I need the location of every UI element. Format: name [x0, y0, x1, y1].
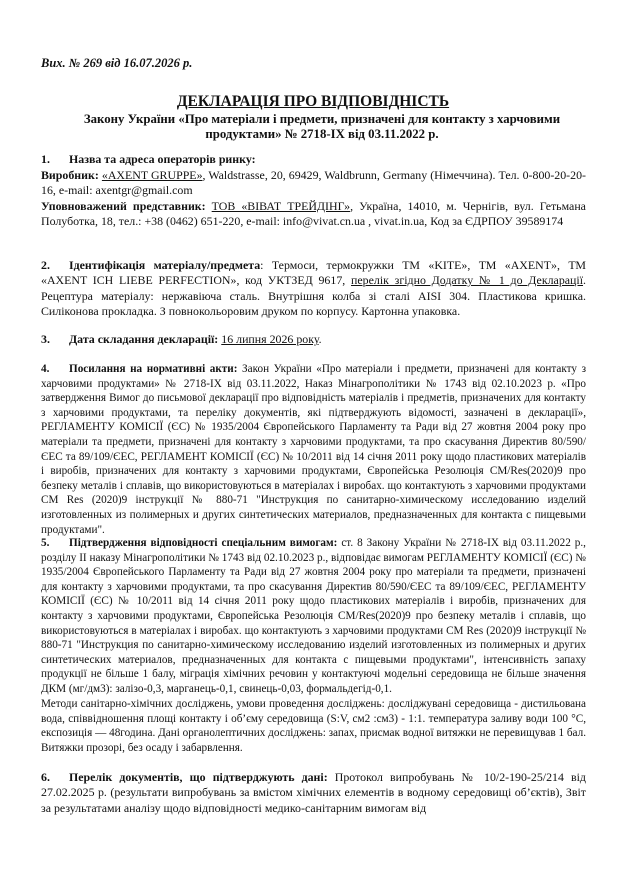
section-2: 2. Ідентифікація матеріалу/предмета: Термоси, термокружки ТМ «KITE», ТМ «AXENT», ТМ «AXENT ICH LIEBE PERFECTION», код УКТЗЕД 9617, перелік згідно Додатку № 1 до Декларації. Рецептура матеріалу: нержавіюча сталь. Внутрішня колба зі сталі AISI 304. Пластикова кришка. Силіконова прокладка. З повнокольоровим друком по корпусу. Картонна упаковка.: [41, 258, 587, 319]
outgoing-reference: Вих. № 269 від 16.07.2026 р.: [41, 56, 193, 70]
section-5-methods: Методи санітарно-хімічних досліджень, умови проведення досліджень: досліджувані середовища - дистильована вода, співвідношення площі контакту і об’єму середовища (S:V, см2 :см3) - 1:1. температура заливу води 100 °С, експозиція — 48година. Дані органолептичних досліджень: запах, присмак водної витяжки не перевищував 1 бал. Витяжки прозорі, без осаду і забарвлення.: [41, 698, 586, 754]
document-title: ДЕКЛАРАЦІЯ ПРО ВІДПОВІДНІСТЬ: [176, 93, 450, 110]
section-1-manufacturer: Виробник: «AXENT GRUPPE», Waldstrasse, 20, 69429, Waldbrunn, Germany (Німеччина). Тел. 0-800-20-20-16, e-mail: axentgr@gmail.com: [41, 168, 586, 198]
representative-name: ТОВ «ВІВАТ ТРЕЙДІНГ»: [211, 199, 351, 213]
document-subtitle: Закону України «Про матеріали і предмети, призначені для контакту з харчовими продуктами» № 2718-IX від 03.11.2022 р.: [83, 112, 561, 141]
section-6: 6. Перелік документів, що підтверджують дані: Протокол випробувань № 10/2-190-25/214 від 27.02.2025 р. (результати випробувань за вмістом хімічних елементів в водному середовищі об’єктів), Звіт за результатами аналізу щодо відповідності медико-санітарним вимогам від: [41, 770, 586, 815]
manufacturer-name: «AXENT GRUPPE»: [101, 168, 203, 182]
appendix-link[interactable]: перелік згідно Додатку № 1 до Декларації: [351, 273, 584, 288]
section-1-heading: 1. Назва та адреса операторів ринку:: [41, 152, 256, 166]
section-4: 4. Посилання на нормативні акти: Закон України «Про матеріали і предмети, призначені для контакту з харчовими продуктами» № 2718-IX від 03.11.2022, Наказ Мінагрополітики № 1743 від 02.10.2023 р. «Про затвердження Вимог до письмової декларації про відповідність матеріалів і предметів, призначених для контакту з харчовими продуктами, та переліку документів, які підтверджують відомості, зазначені в декларації», РЕГЛАМЕНТУ КОМІСІЇ (ЄС) № 1935/2004 Європейського Парламенту та Ради від 27 жовтня 2004 року про матеріали та предмети, призначені для контакту з харчовими продуктами, та про скасування Директив 80/590/ЄЕС та 89/109/ЄЕС, РЕГЛАМЕНТ КОМІСІЇ (ЄС) № 10/2011 від 14 січня 2011 року щодо пластикових матеріалів і виробів, призначених для контакту з харчовими продуктами, Європейська Резолюція CM/Res(2020)9 про безпеку металів і сплавів, що використовуються в матеріалах і виробах. що контактують з харчовими продуктами CM Res (2020)9 інструкції № 880-71 "Инструкция по санитарно-химическому исследованию изделий изготовленных из полимерных и других синтетических материалов, предназначенных для контакта с пищевыми продуктами".: [41, 363, 586, 536]
section-5: 5. Підтвердження відповідності спеціальним вимогам: ст. 8 Закону України № 2718-IX від 03.11.2022 р., розділу II наказу Мінагрополітики № 1743 від 02.10.2023 р., відповідає вимогам РЕГЛАМЕНТУ КОМІСІЇ (ЄС) № 1935/2004 Європейського Парламенту та Ради від 27 жовтня 2004 року про матеріали та предмети, призначені для контакту з харчовими продуктами, та про скасування Директив 80/590/ЄЕС та 89/109/ЄЕС, РЕГЛАМЕНТУ КОМІСІЇ (ЄС) № 10/2011 від 14 січня 2011 року щодо пластикових матеріалів і виробів, призначених для контакту з харчовими продуктами, Європейська Резолюція CM/Res(2020)9 про безпеку металів і сплавів, що використовуються в матеріалах і виробах. що контактують з харчовими продуктами CM Res (2020)9 інструкції № 880-71 "Инструкция по санитарно-химическому исследованию изделий изготовленных из полимерных и других синтетических материалов, предназначенных для контакта с пищевыми продуктами", інтенсивність запаху продукції не більше 1 балу, міграція хімічних речовин у контактуючі модельні середовища не більше значення ДКМ (мг/дм3): залізо-0,3, марганець-0,1, свинець-0,03, формальдегід-0,1.: [41, 537, 586, 695]
section-3: 3. Дата складання декларації: 16 липня 2026 року.: [41, 332, 322, 346]
declaration-date: 16 липня 2026 року: [221, 332, 319, 346]
section-1-representative: Уповноважений представник: ТОВ «ВІВАТ ТРЕЙДІНГ», Україна, 14010, м. Чернігів, вул. Гетьмана Полуботка, 18, тел.: +38 (0462) 651-220, e-mail: info@vivat.cn.ua , vivat.in.ua, Код за ЄДРПОУ 39589174: [41, 199, 586, 229]
